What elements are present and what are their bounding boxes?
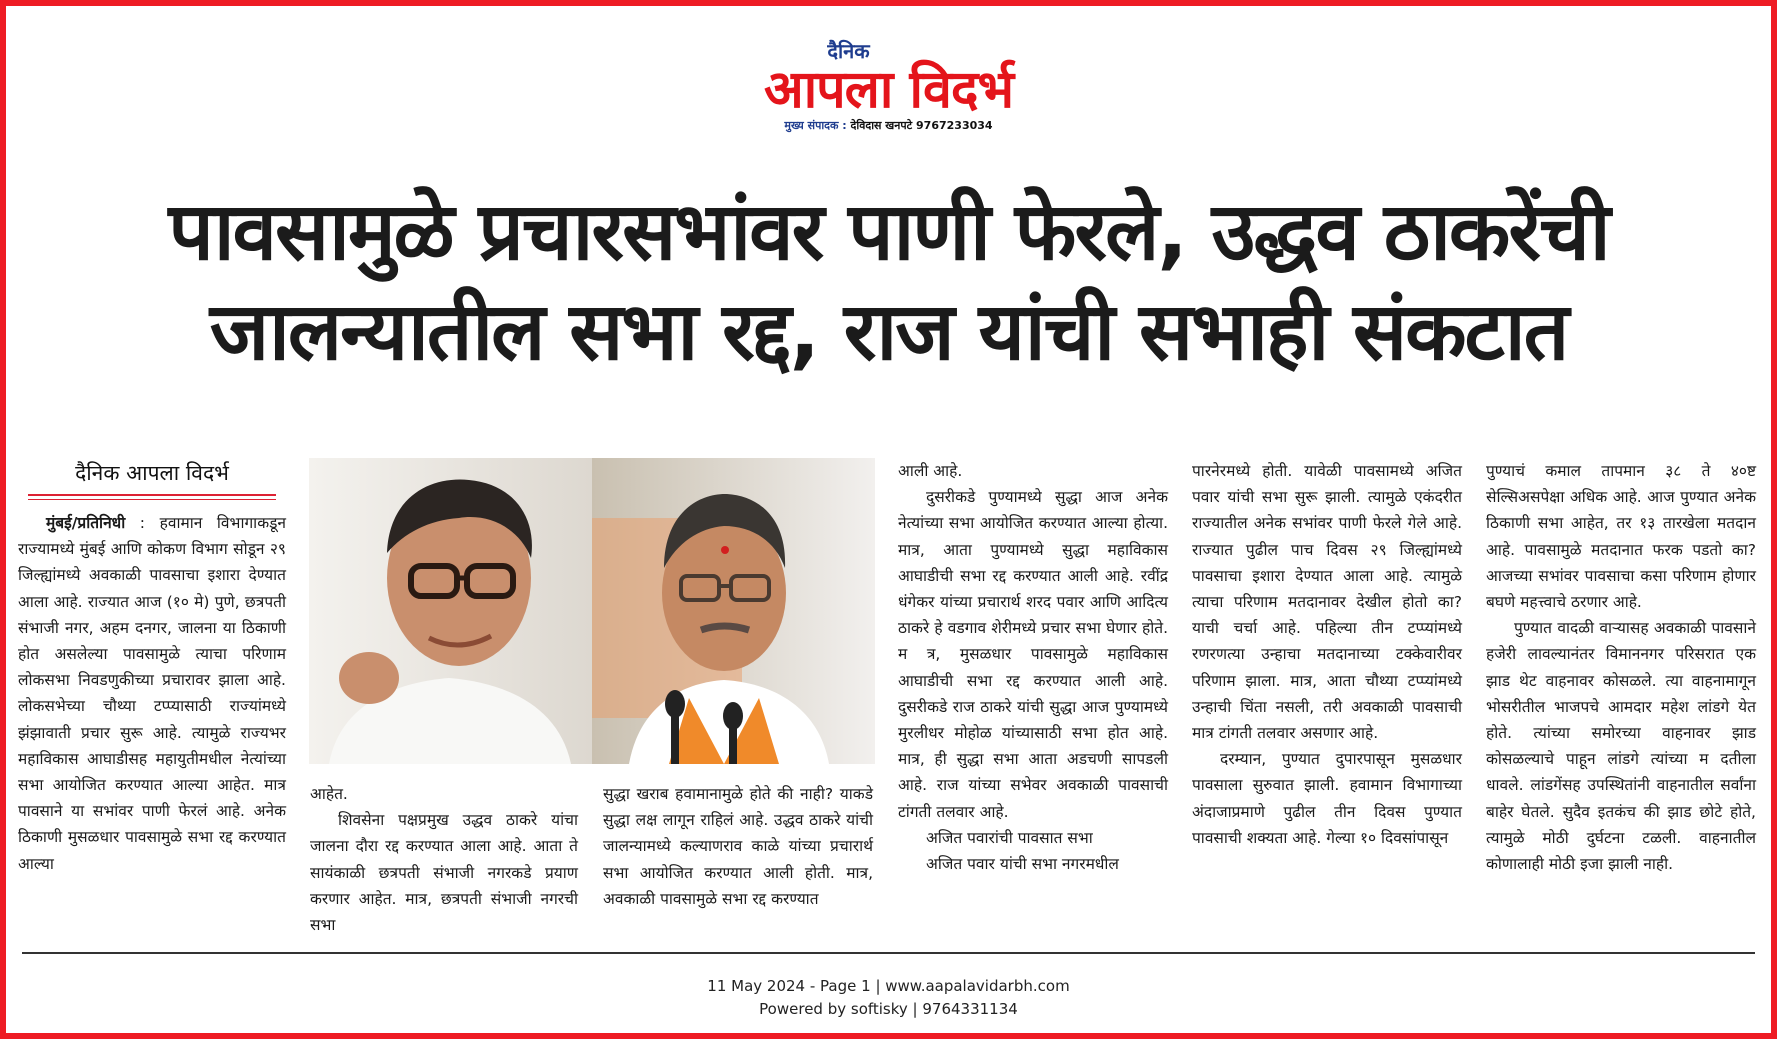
footer: [0, 975, 1777, 1021]
column-2-para-1: आहेत.: [310, 785, 348, 803]
article-column-6: [1486, 458, 1756, 877]
masthead: [0, 40, 1777, 134]
article-column-2: [310, 781, 578, 938]
editor-label: मुख्य संपादक :: [784, 119, 847, 132]
byline-rule: [28, 494, 276, 496]
article-column-5: [1192, 458, 1462, 851]
editor-value: देविदास खनपटे 9767233034: [850, 119, 993, 132]
masthead-editor: [0, 118, 1777, 134]
politicians-photo-illustration: [309, 458, 875, 764]
main-headline: [20, 182, 1757, 382]
footer-divider: [22, 952, 1755, 954]
column-5-para-1: पारनेरमध्ये होती. यावेळी पावसामध्ये अजित पवार यांची सभा सुरू झाली. त्यामुळे एकंदरीत राज्यातील अनेक सभांवर पाणी फेरले गेले आहे. राज्यात पुढील पाच दिवस २९ जिल्ह्यांमध्ये पावसाचा इशारा देण्यात आला आहे. त्यामुळे त्याचा परिणाम मतदानावर देखील होतो का? याची चर्चा आहे. पहिल्या तीन टप्प्यांमध्ये रणरणत्या उन्हाचा मतदानाच्या टक्केवारीवर परिणाम झाला. मात्र, आता चौथ्या टप्प्यांमध्ये उन्हाची चिंता नसली, तरी अवकाळी पावसाची मात्र टांगती तलवार असणार आहे.: [1192, 462, 1462, 743]
article-column-1: [18, 510, 286, 877]
masthead-small-title: दैनिक: [827, 39, 870, 63]
footer-date-page-url: 11 May 2024 - Page 1 | www.aapalavidarbh.com: [707, 977, 1070, 995]
article-column-4: [898, 458, 1168, 877]
byline-rule-thin: [28, 499, 276, 500]
headline-line-1: पावसामुळे प्रचारसभांवर पाणी फेरले, उद्धव ठाकरेंची: [168, 185, 1609, 278]
column-4-subhead: अजित पवारांची पावसात सभा: [926, 828, 1093, 847]
dateline: मुंबई/प्रतिनिधी: [46, 514, 126, 532]
column-4-para-3: अजित पवार यांची सभा नगरमधील: [926, 855, 1119, 874]
article-photo: [309, 458, 875, 764]
column-4-para-1: आली आहे.: [898, 462, 963, 480]
masthead-title: आपला विदर्भ: [763, 60, 1014, 120]
headline-line-2: जालन्यातील सभा रद्द, राज यांची सभाही संकटात: [209, 285, 1568, 378]
column-1-text: : हवामान विभागाकडून राज्यामध्ये मुंबई आणि कोकण विभाग सोडून २९ जिल्ह्यांमध्ये अवकाळी पावसाचा इशारा देण्यात आला आहे. राज्यात आज (१० मे) पुणे, छत्रपती संभाजी नगर, अहम दनगर, जालना या ठिकाणी होत असलेल्या पावसामुळे त्याचा परिणाम लोकसभा निवडणुकीच्या प्रचारावर झाला आहे. लोकसभेच्या चौथ्या टप्प्यासाठी राज्यांमध्ये झंझावाती प्रचार सुरू आहे. त्यामुळे राज्यभर महाविकास आघाडीसह महायुतीमधील नेत्यांच्या सभा आयोजित करण्यात आल्या आहेत. मात्र पावसाने या सभांवर पाणी फेरलं आहे. अनेक ठिकाणी मुसळधार पावसामुळे सभा रद्द करण्यात आल्या: [18, 514, 286, 873]
column-4-para-2: दुसरीकडे पुण्यामध्ये सुद्धा आज अनेक नेत्यांच्या सभा आयोजित करण्यात आल्या होत्या. मात्र, आता पुण्यामध्ये सुद्धा महाविकास आघाडीची सभा रद्द करण्यात आली आहे. रवींद्र धंगेकर यांच्या प्रचारार्थ शरद पवार आणि आदित्य ठाकरे हे वडगाव शेरीमध्ये प्रचार सभा घेणार होते. म त्र, मुसळधार पावसामुळे महाविकास आघाडीची सभा रद्द करण्यात आली आहे. दुसरीकडे राज ठाकरे यांची सुद्धा आज पुण्यामध्ये मुरलीधर मोहोळ यांच्यासाठी सभा होत आहे. मात्र, ही सुद्धा सभा आता अडचणी सापडली आहे. राज यांच्या सभेवर अवकाळी पावसाची टांगती तलवार आहे.: [898, 488, 1168, 821]
column-6-para-1: पुण्याचं कमाल तापमान ३८ ते ४०ष्ट सेल्सिअसपेक्षा अधिक आहे. आज पुण्यात अनेक ठिकाणी सभा आहेत, तर १३ तारखेला मतदान आहे. पावसामुळे मतदानात फरक पडतो का? आजच्या सभांवर पावसाचा कसा परिणाम होणार बघणे महत्त्वाचे ठरणार आहे.: [1486, 462, 1756, 612]
footer-powered-by: Powered by softisky | 9764331134: [759, 1000, 1018, 1018]
byline-title: दैनिक आपला विदर्भ: [75, 461, 229, 485]
column-5-para-2: दरम्यान, पुण्यात दुपारपासून मुसळधार पावसाला सुरुवात झाली. हवामान विभागाच्या अंदाजाप्रमाणे पुढील तीन दिवस पुण्यात पावसाची शक्यता आहे. गेल्या १० दिवसांपासून: [1192, 750, 1462, 847]
column-6-para-2: पुण्यात वादळी वाऱ्यासह अवकाळी पावसाने हजेरी लावल्यानंतर विमाननगर परिसरात एक झाड थेट वाहनावर कोसळले. त्या वाहनामागून भोसरीतील भाजपचे आमदार महेश लांडगे येत होते. त्यांच्या समोरच्या वाहनावर झाड कोसळल्याचे पाहून लांडगे त्यांच्या म दतीला धावले. लांडगेंसह उपस्थितांनी वाहनातील सर्वांना बाहेर घेतले. सुदैव इतकंच की झाड छोटे होते, त्यामुळे मोठी दुर्घटना टळली. वाहनातील कोणालाही मोठी इजा झाली नाही.: [1486, 619, 1756, 874]
article-column-3: [603, 781, 873, 912]
byline: [28, 458, 276, 500]
column-2-para-2: शिवसेना पक्षप्रमुख उद्धव ठाकरे यांचा जालना दौरा रद्द करण्यात आला आहे. आता ते सायंकाळी छत्रपती संभाजी नगरकडे प्रयाण करणार आहेत. मात्र, छत्रपती संभाजी नगरची सभा: [310, 811, 578, 935]
column-3-para-1: सुद्धा खराब हवामानामुळे होते की नाही? याकडे सुद्धा लक्ष लागून राहिलं आहे. उद्धव ठाकरे यांची जालन्यामध्ये कल्याणराव काळे यांच्या प्रचारार्थ सभा आयोजित करण्यात आली होती. मात्र, अवकाळी पावसामुळे सभा रद्द करण्यात: [603, 785, 873, 908]
